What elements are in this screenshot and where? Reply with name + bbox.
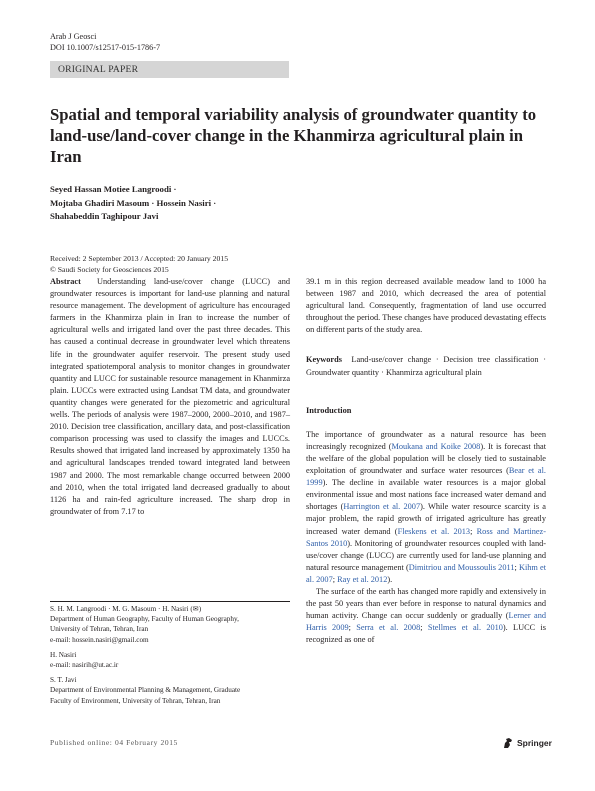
intro-text: ). It is forecast that the welfare of the global population will be closely tied to sustainable exploitation of groundwater and surface water resources ( (306, 441, 546, 476)
intro-text: ; (348, 623, 357, 633)
citation-link[interactable]: Kihm et al. 2007 (306, 562, 546, 584)
affiliation-3 (50, 675, 295, 706)
springer-horse-icon (502, 737, 514, 749)
affiliation-1-dept: Department of Human Geography, Faculty of Human Geography, (50, 615, 239, 624)
author-line-3: Shahabeddin Taghipour Javi (50, 211, 159, 221)
introduction-heading: Introduction (306, 405, 352, 415)
intro-text: ). While water resource scarcity is a major problem, the rapid growth of irrigated agriculture has greatly increased water demand ( (306, 502, 546, 536)
paper-title: Spatial and temporal variability analysis of groundwater quantity to land-use/land-cover change in the Khanmirza agricultural plain in Iran (50, 105, 537, 166)
intro-text: ). LUCC is recognized as one of (306, 623, 546, 645)
affiliations (50, 604, 295, 711)
intro-text: ; (420, 623, 428, 633)
intro-text: ; (514, 562, 519, 572)
abstract-continued: 39.1 m in this region decreased available meadow land to 1000 ha between 1987 and 2010, which decreased the area of potential agricultural land. Consequently, fragmentation of land use occurred throughout the period. These changes have produced devastating effects on different parts of the study area. (306, 277, 546, 335)
published-online: Published online: 04 February 2015 (50, 738, 178, 747)
citation-link[interactable]: Moukana and Koike 2008 (391, 441, 481, 451)
intro-text: ; (470, 526, 477, 536)
intro-paragraph-2 (306, 586, 546, 646)
doi[interactable]: DOI 10.1007/s12517-015-1786-7 (50, 43, 161, 52)
intro-text: ). The decline in available water resources is a major global environmental issue and most nations face increased water demand and shortages ( (306, 478, 546, 512)
affiliation-1-authors: S. H. M. Langroodi · M. G. Masoum · H. Nasiri (✉) (50, 605, 202, 613)
author-list (50, 183, 370, 224)
intro-text: The surface of the earth has changed more rapidly and extensively in the past 50 years than ever before in response to natural dynamics and human activity. Change can occur suddenly or gradually ( (306, 586, 546, 621)
publication-dates (50, 253, 228, 275)
citation-link[interactable]: Fleskens et al. 2013 (397, 526, 471, 536)
received-accepted: Received: 2 September 2013 / Accepted: 20 January 2015 (50, 254, 229, 263)
journal-header (50, 31, 160, 53)
abstract-label: Abstract (50, 277, 81, 286)
affiliation-2-email[interactable]: e-mail: nasirih@ut.ac.ir (50, 661, 119, 670)
journal-name: Arab J Geosci (50, 32, 97, 41)
citation-link[interactable]: Stellmes et al. 2010 (427, 623, 503, 633)
publisher-logo (502, 737, 552, 749)
article-type-label: ORIGINAL PAPER (58, 64, 139, 75)
affiliation-3-faculty: Faculty of Environment, University of Tehran, Tehran, Iran (50, 696, 221, 705)
keywords-label: Keywords (306, 355, 342, 365)
intro-text: ; (332, 574, 338, 584)
intro-text: The importance of groundwater as a natural resource has been increasingly recognized ( (306, 429, 546, 451)
left-column (50, 276, 290, 518)
keywords (306, 354, 546, 378)
copyright: © Saudi Society for Geosciences 2015 (50, 265, 169, 274)
citation-link[interactable]: Harrington et al. 2007 (343, 502, 421, 512)
citation-link[interactable]: Bear et al. 1999 (306, 466, 546, 488)
affiliation-2 (50, 650, 295, 670)
article-type-bar (50, 61, 289, 78)
publisher-name: Springer (517, 738, 552, 748)
intro-text: ). Monitoring of groundwater resources coupled with land-use/cover change (LUCC) are currently used for land-use planning and natural resource management ( (306, 538, 547, 572)
affiliation-1-email[interactable]: e-mail: hossein.nasiri@gmail.com (50, 635, 149, 644)
affiliation-2-author: H. Nasiri (50, 650, 77, 659)
intro-text: ). (387, 574, 393, 584)
author-line-1: Seyed Hassan Motiee Langroodi · (50, 184, 177, 194)
citation-link[interactable]: Lerner and Harris 2009 (306, 611, 546, 633)
affiliation-3-author: S. T. Javi (50, 676, 77, 685)
citation-link[interactable]: Ray et al. 2012 (337, 574, 388, 584)
affiliation-3-dept: Department of Environmental Planning & Management, Graduate (50, 686, 241, 695)
citation-link[interactable]: Dimitriou and Moussoulis 2011 (408, 562, 515, 572)
abstract-text-left: Understanding land-use/cover change (LUCC) and groundwater resources is important for land-use planning and natural resource management. The development of agriculture has encouraged farmers in the Khanmirza plain in Iran to increase the number of agricultural wells and irrigated land over the past three decades. This has caused a continual decrease in groundwater level which threatens life in the groundwater aquifer reservoir. The present study used integrated spatiotemporal analysis to monitor changes in groundwater quantity and LUCC for sustainable resource management in Khanmirza plain. LUCCs were extracted using Landsat TM data, and groundwater quantity changes were generated for the piezometric and agricultural wells. The periods of analysis were 1987–2000, 2000–2010, and 1987–2010. Decision tree classification, ancillary data, and post-classification comparison processing was used to classify the images and LUCCs. Results showed that irrigated land increased by approximately 1350 ha and agricultural landscapes trended toward integrated land between 1987 and 2000. The most remarkable change occurred between 2000 and 2010, when the total irrigated land decreased gradually to about 1126 ha and rain-fed agriculture increased. The sharp drop in groundwater of from 7.17 to (50, 277, 290, 516)
affiliation-divider (50, 601, 290, 602)
affiliation-1-univ: University of Tehran, Tehran, Iran (50, 625, 149, 634)
affiliation-1 (50, 604, 295, 645)
intro-paragraph-1 (306, 429, 546, 586)
right-column (306, 276, 546, 646)
keywords-text: Land-use/cover change · Decision tree classification · Groundwater quantity · Khanmirza agricultural plain (306, 355, 546, 377)
citation-link[interactable]: Ross and Martinez-Santos 2010 (306, 526, 547, 548)
abstract (50, 276, 290, 518)
author-line-2: Mojtaba Ghadiri Masoum · Hossein Nasiri · (50, 197, 217, 208)
citation-link[interactable]: Serra et al. 2008 (356, 623, 421, 633)
